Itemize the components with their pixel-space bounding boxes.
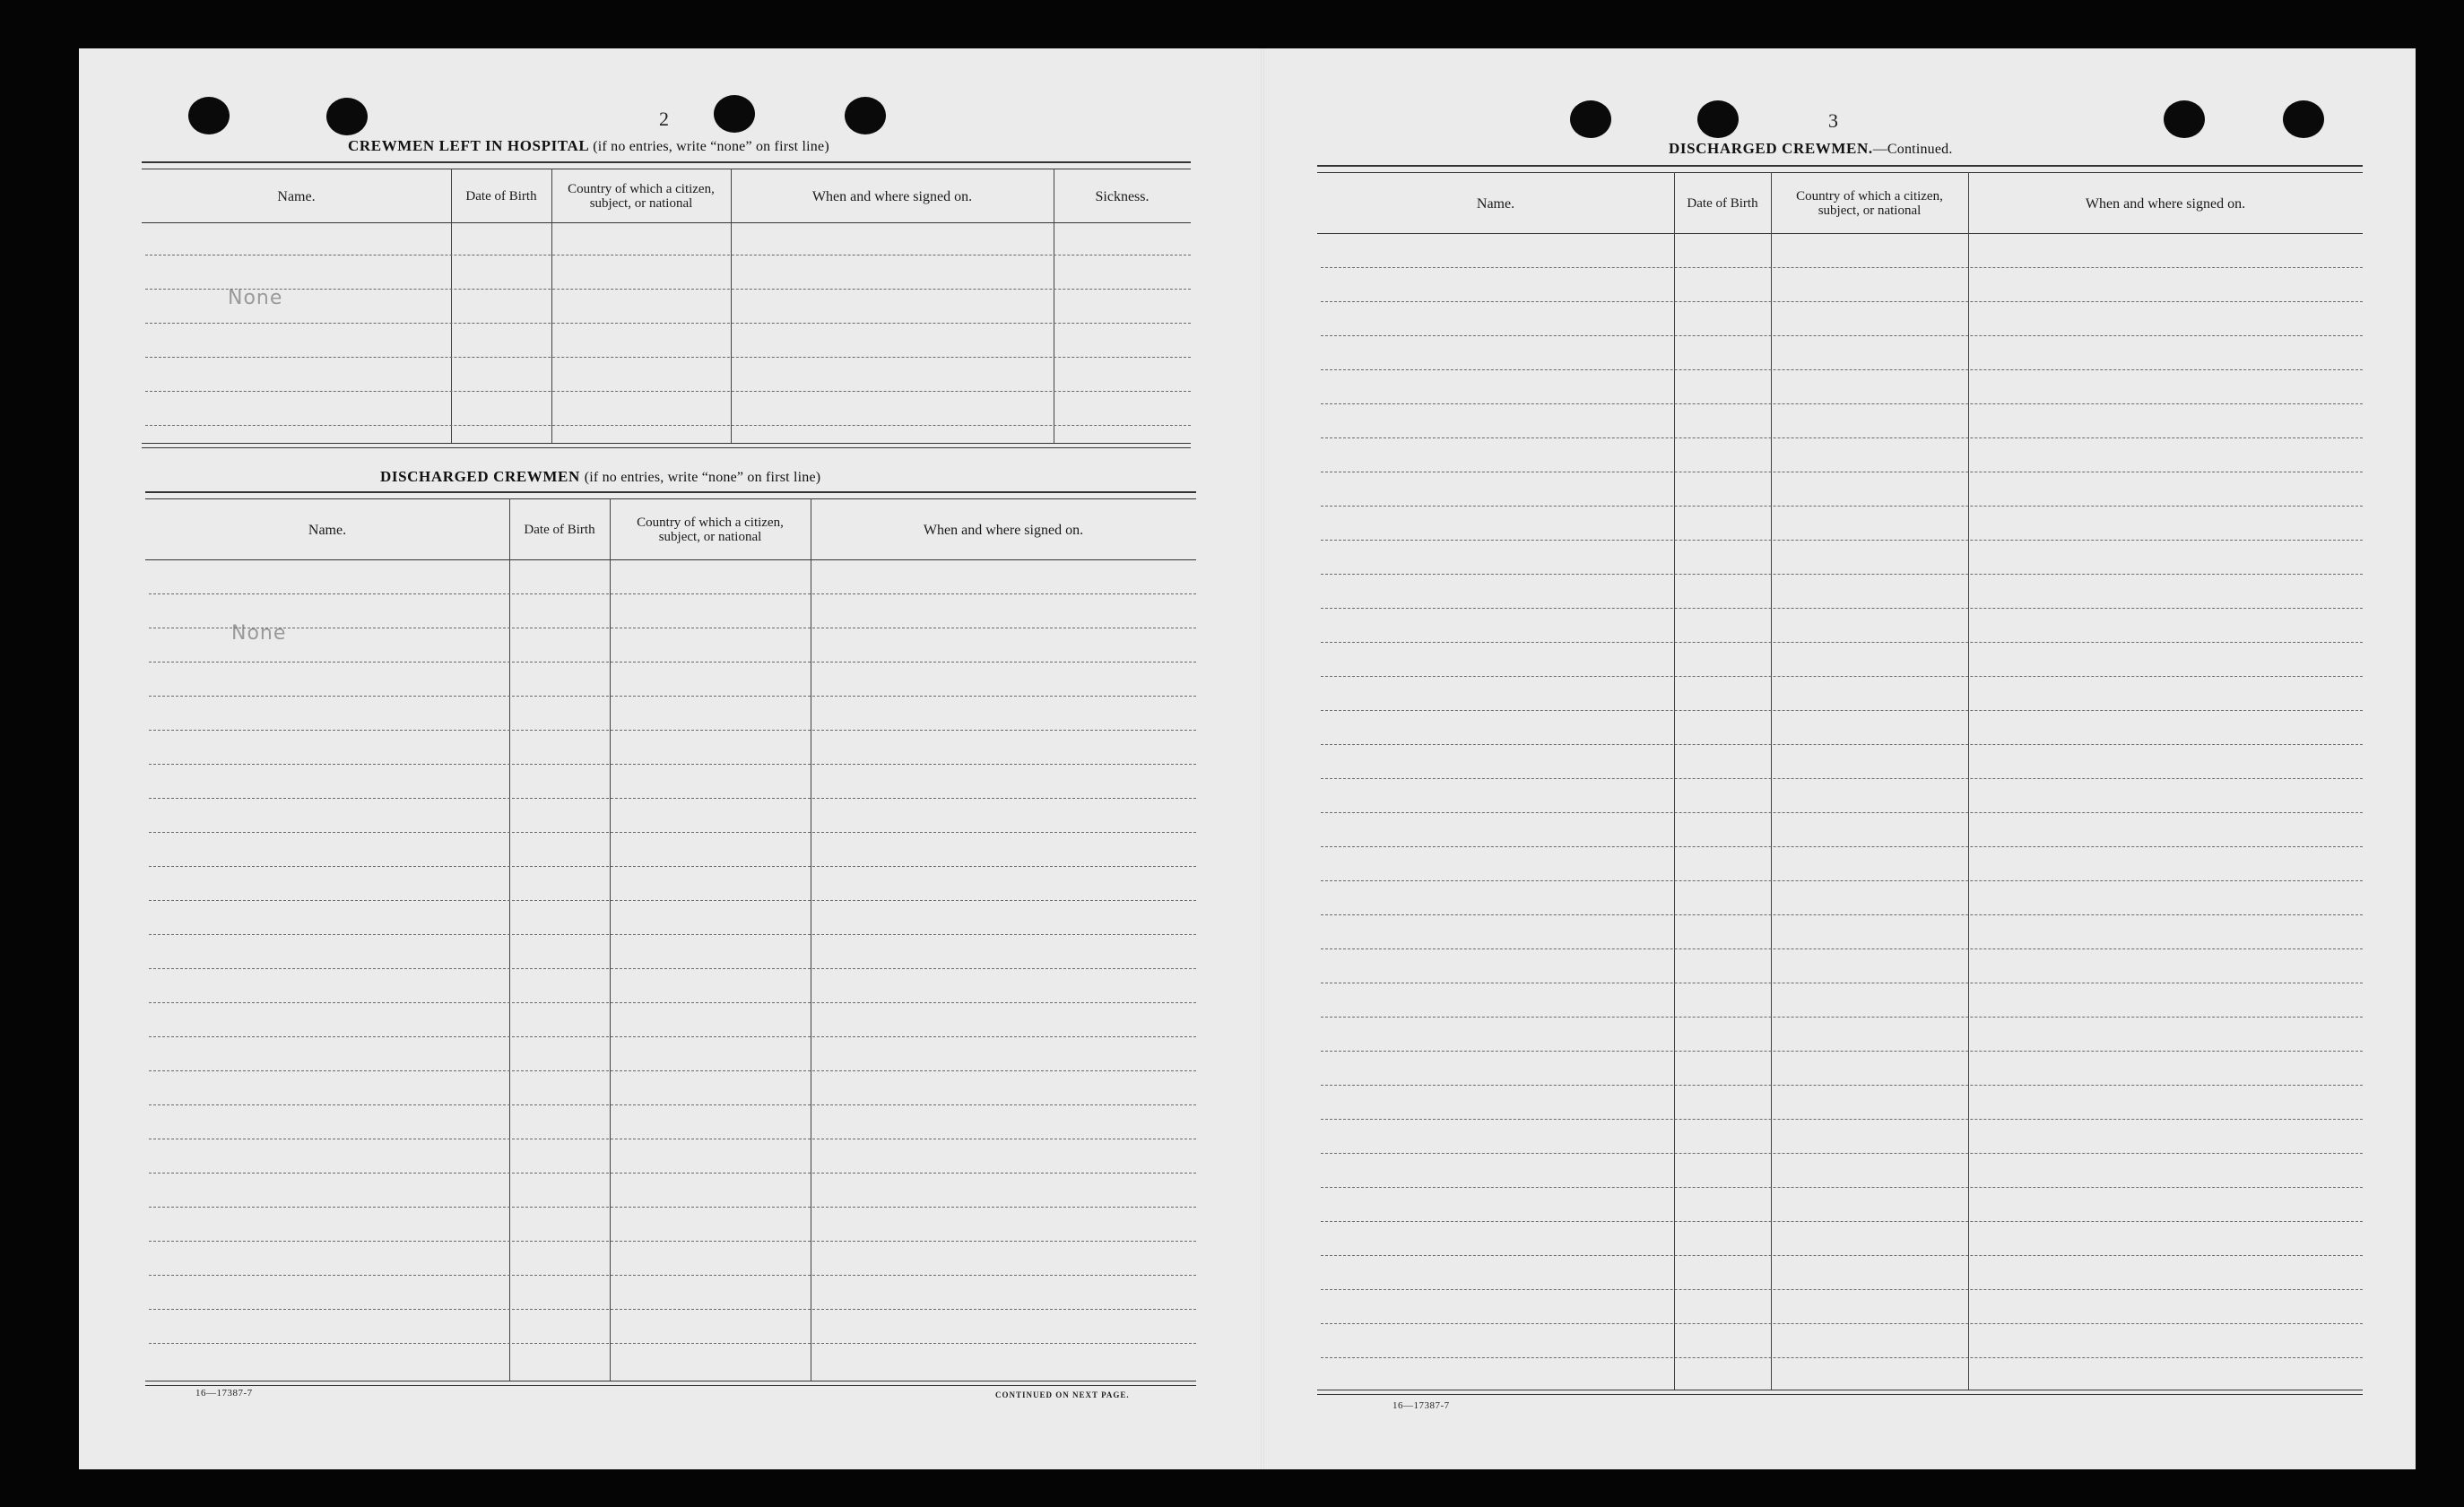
- punch-hole: [2164, 100, 2205, 138]
- form-number: 16—17387-7: [1393, 1400, 1450, 1411]
- ruled-line: [1321, 880, 2363, 881]
- ruled-line: [145, 357, 1191, 358]
- ruled-line: [149, 1173, 1196, 1174]
- ruled-line: [1321, 846, 2363, 847]
- ruled-line: [149, 764, 1196, 765]
- ruled-line: [1321, 914, 2363, 915]
- ruled-line: [1321, 778, 2363, 779]
- ruled-line: [149, 1241, 1196, 1242]
- ruled-line: [1321, 540, 2363, 541]
- col-header-name: Name.: [1476, 195, 1515, 212]
- punch-hole: [714, 95, 755, 133]
- discharged-continued-title-text: DISCHARGED CREWMEN.: [1669, 140, 1873, 157]
- discharged-entry-none: None: [231, 622, 287, 645]
- ruled-line: [149, 662, 1196, 663]
- ruled-line: [149, 1070, 1196, 1071]
- ruled-line: [149, 1309, 1196, 1310]
- ruled-line: [145, 289, 1191, 290]
- punch-hole: [326, 98, 368, 135]
- ruled-line: [1321, 1119, 2363, 1120]
- ruled-line: [149, 798, 1196, 799]
- ruled-line: [1321, 1357, 2363, 1358]
- ruled-line: [1321, 1255, 2363, 1256]
- punch-hole: [1697, 100, 1739, 138]
- discharged-continued-title: [1669, 140, 1953, 158]
- ruled-line: [1321, 1221, 2363, 1222]
- punch-hole: [1570, 100, 1611, 138]
- col-header-name: Name.: [308, 522, 347, 538]
- col-header-country: Country of which a citizen, subject, or national: [1796, 189, 1943, 218]
- ruled-line: [1321, 267, 2363, 268]
- ruled-line: [145, 425, 1191, 426]
- ruled-line: [145, 323, 1191, 324]
- punch-hole: [188, 97, 230, 134]
- ruled-line: [1321, 1323, 2363, 1324]
- ruled-line: [1321, 574, 2363, 575]
- ruled-line: [149, 832, 1196, 833]
- ruled-line: [1321, 812, 2363, 813]
- col-header-name: Name.: [277, 188, 316, 204]
- ruled-line: [1321, 437, 2363, 438]
- ruled-line: [1321, 335, 2363, 336]
- discharged-title-text: DISCHARGED CREWMEN: [380, 468, 580, 485]
- ruled-line: [149, 866, 1196, 867]
- continued-suffix: —Continued.: [1872, 142, 1953, 157]
- ruled-line: [1321, 1017, 2363, 1018]
- hospital-table: [142, 161, 1191, 446]
- discharged-section-title: [380, 468, 820, 486]
- ruled-line: [149, 1275, 1196, 1276]
- ruled-line: [1321, 744, 2363, 745]
- discharged-continued-table: [1317, 165, 2363, 1395]
- page-number: 2: [659, 108, 669, 130]
- form-number: 16—17387-7: [195, 1388, 253, 1399]
- hospital-entry-none: None: [228, 287, 283, 309]
- ruled-line: [1321, 710, 2363, 711]
- ruled-line: [1321, 608, 2363, 609]
- ruled-line: [1321, 948, 2363, 949]
- hospital-instruction: (if no entries, write “none” on first line): [593, 139, 829, 154]
- ruled-line: [1321, 676, 2363, 677]
- ruled-line: [1321, 1153, 2363, 1154]
- ruled-line: [149, 968, 1196, 969]
- col-header-signed-on: When and where signed on.: [811, 188, 973, 204]
- left-page: [79, 48, 1262, 1469]
- register-sheet: [79, 48, 2416, 1469]
- ruled-line: [1321, 1187, 2363, 1188]
- ruled-line: [149, 696, 1196, 697]
- col-header-signed-on: When and where signed on.: [2085, 195, 2246, 212]
- discharged-instruction: (if no entries, write “none” on first line): [584, 470, 821, 485]
- ruled-line: [1321, 1289, 2363, 1290]
- ruled-line: [1321, 301, 2363, 302]
- ruled-line: [149, 730, 1196, 731]
- hospital-title-text: CREWMEN LEFT IN HOSPITAL: [348, 137, 589, 154]
- ruled-line: [149, 900, 1196, 901]
- ruled-line: [149, 1036, 1196, 1037]
- ruled-line: [149, 1002, 1196, 1003]
- punch-hole: [845, 97, 886, 134]
- ruled-line: [149, 1207, 1196, 1208]
- ruled-line: [145, 391, 1191, 392]
- continued-note: CONTINUED ON NEXT PAGE.: [995, 1390, 1130, 1399]
- col-header-date-of-birth: Date of Birth: [465, 189, 537, 204]
- ruled-line: [1321, 369, 2363, 370]
- col-header-country: Country of which a citizen, subject, or national: [637, 515, 784, 544]
- page-number: 3: [1828, 109, 1838, 132]
- col-header-signed-on: When and where signed on.: [923, 522, 1084, 538]
- ruled-line: [1321, 1085, 2363, 1086]
- ruled-line: [149, 1104, 1196, 1105]
- ruled-line: [1321, 1051, 2363, 1052]
- ruled-line: [149, 934, 1196, 935]
- ruled-line: [149, 1343, 1196, 1344]
- hospital-section-title: [348, 137, 829, 155]
- col-header-sickness: Sickness.: [1095, 188, 1150, 204]
- punch-hole: [2283, 100, 2324, 138]
- col-header-date-of-birth: Date of Birth: [524, 523, 595, 537]
- ruled-line: [1321, 403, 2363, 404]
- ruled-line: [149, 593, 1196, 594]
- right-page: [1267, 48, 2416, 1469]
- discharged-table: [145, 491, 1196, 1388]
- col-header-date-of-birth: Date of Birth: [1687, 196, 1758, 211]
- ruled-line: [1321, 642, 2363, 643]
- col-header-country: Country of which a citizen, subject, or national: [568, 182, 715, 211]
- ruled-line: [1321, 506, 2363, 507]
